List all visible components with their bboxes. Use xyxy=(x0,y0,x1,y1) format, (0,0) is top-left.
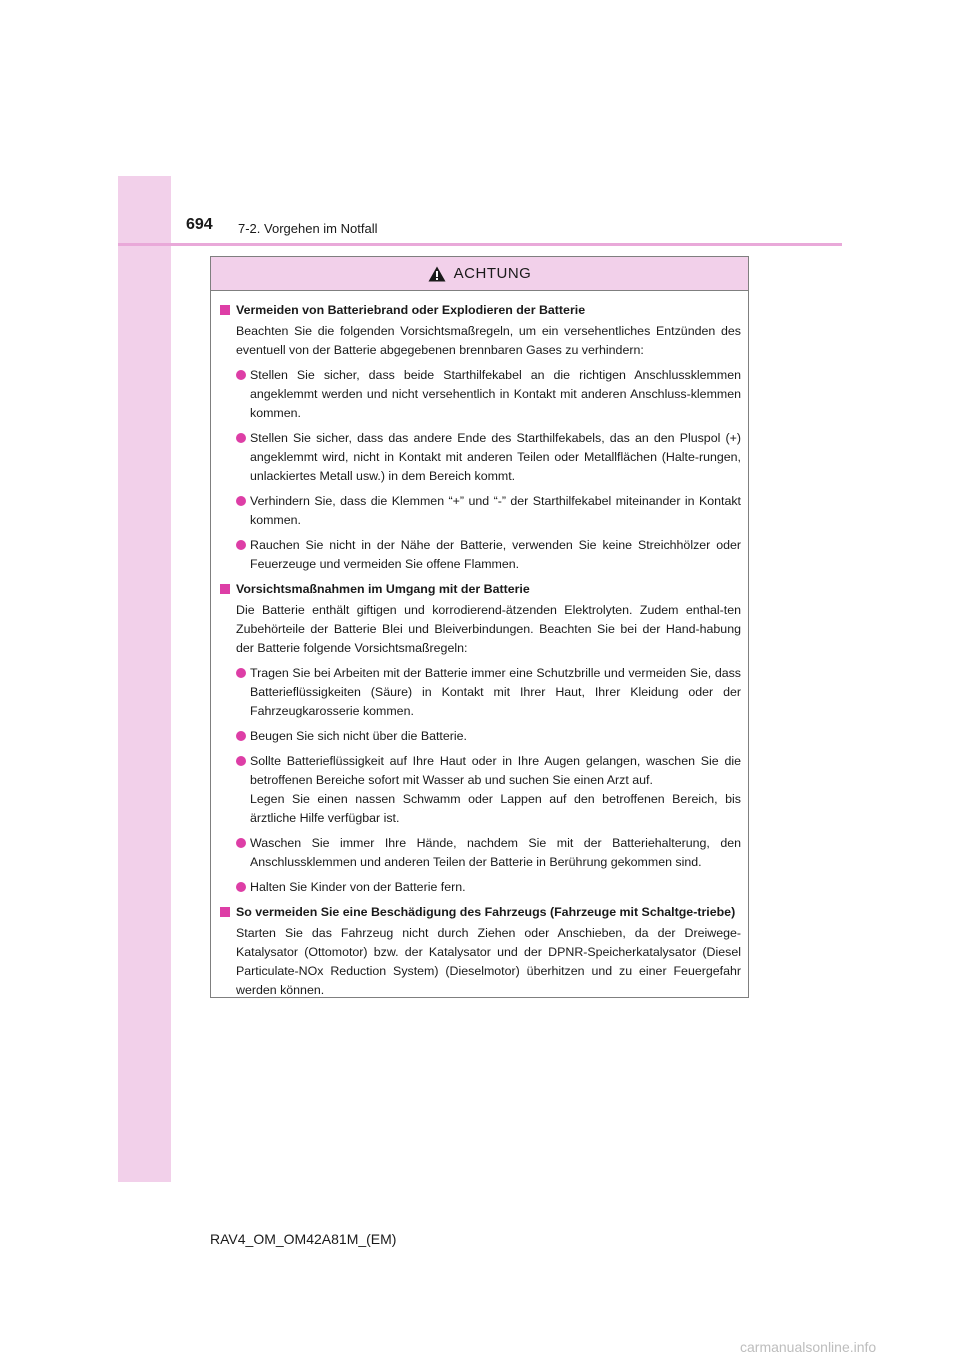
round-bullet-icon xyxy=(236,756,246,766)
round-bullet-icon xyxy=(236,540,246,550)
side-color-band xyxy=(118,176,171,1182)
list-item: Rauchen Sie nicht in der Nähe der Batterie, verwenden Sie keine Streichhölzer oder Feuerzeuge und vermeiden Sie offene Flammen. xyxy=(236,536,741,574)
list-item: Beugen Sie sich nicht über die Batterie. xyxy=(236,727,741,746)
section-text: Die Batterie enthält giftigen und korrodierend-ätzenden Elektrolyten. Zudem enthal-ten Zubehörteile der Batterie Blei und Bleiverbindungen. Beachten Sie bei der Hand-habung der Batterie folgende Vorsichtsmaßregeln: xyxy=(236,603,741,655)
section-heading: Vorsichtsmaßnahmen im Umgang mit der Batterie xyxy=(236,582,530,596)
bullet-list xyxy=(236,366,741,574)
warning-title: ACHTUNG xyxy=(453,265,532,282)
list-item: Waschen Sie immer Ihre Hände, nachdem Sie mit der Batteriehalterung, den Anschlussklemmen und anderen Teilen der Batterie in Berührung gekommen sind. xyxy=(236,834,741,872)
section-battery-handling xyxy=(219,580,741,897)
list-item: Stellen Sie sicher, dass das andere Ende des Starthilfekabels, das an den Pluspol (+) angeklemmt wird, nicht in Kontakt mit anderen Teilen oder Metallflächen (Halte-rungen, unlackiertes Metall usw.) in dem Bereich kommt. xyxy=(236,429,741,486)
list-item-extra: Legen Sie einen nassen Schwamm oder Lappen auf den betroffenen Bereich, bis ärztliche Hilfe verfügbar ist. xyxy=(250,792,741,825)
round-bullet-icon xyxy=(236,668,246,678)
section-heading: So vermeiden Sie eine Beschädigung des Fahrzeugs (Fahrzeuge mit Schaltge-triebe) xyxy=(236,905,736,919)
round-bullet-icon xyxy=(236,838,246,848)
bullet-list xyxy=(236,664,741,897)
warning-box xyxy=(210,256,749,998)
list-item: Stellen Sie sicher, dass beide Starthilfekabel an die richtigen Anschlussklemmen angeklemmt werden und nicht versehentlich in Kontakt mit anderen Anschluss-klemmen kommen. xyxy=(236,366,741,423)
section-heading: Vermeiden von Batteriebrand oder Explodieren der Batterie xyxy=(236,303,586,317)
section-text: Starten Sie das Fahrzeug nicht durch Ziehen oder Anschieben, da der Dreiwege-Katalysator (Ottomotor) bzw. der Katalysator und der DPNR-Speicherkatalysator (Diesel Particulate-NOx Reduction System) (Dieselmotor) überhitzen und zu einer Feuergefahr werden können. xyxy=(236,926,741,997)
round-bullet-icon xyxy=(236,731,246,741)
section-battery-fire xyxy=(219,301,741,574)
square-bullet-icon xyxy=(220,907,230,917)
round-bullet-icon xyxy=(236,433,246,443)
list-item: Halten Sie Kinder von der Batterie fern. xyxy=(236,878,741,897)
watermark: carmanualsonline.info xyxy=(740,1339,877,1355)
round-bullet-icon xyxy=(236,496,246,506)
round-bullet-icon xyxy=(236,370,246,380)
warning-body xyxy=(211,291,748,1000)
section-text: Beachten Sie die folgenden Vorsichtsmaßregeln, um ein versehentliches Entzünden des eventuell von der Batterie abgegebenen brennbaren Gases zu verhindern: xyxy=(236,324,741,357)
round-bullet-icon xyxy=(236,882,246,892)
header-color-band xyxy=(118,176,842,245)
list-item: Verhindern Sie, dass die Klemmen “+” und “-” der Starthilfekabel miteinander in Kontakt kommen. xyxy=(236,492,741,530)
square-bullet-icon xyxy=(220,584,230,594)
section-title: 7-2. Vorgehen im Notfall xyxy=(238,221,378,236)
section-vehicle-damage xyxy=(219,903,741,1000)
square-bullet-icon xyxy=(220,305,230,315)
warning-header xyxy=(211,257,748,291)
list-item: Tragen Sie bei Arbeiten mit der Batterie immer eine Schutzbrille und vermeiden Sie, dass Batterieflüssigkeiten (Säure) in Kontakt mit Ihrer Haut, Ihrer Kleidung oder der Fahrzeugkarosserie kommen. xyxy=(236,664,741,721)
warning-triangle-icon xyxy=(428,266,446,282)
page-number: 694 xyxy=(186,216,213,233)
document-code: RAV4_OM_OM42A81M_(EM) xyxy=(210,1231,397,1247)
list-item: Sollte Batterieflüssigkeit auf Ihre Haut oder in Ihre Augen gelangen, waschen Sie die betroffenen Bereiche sofort mit Wasser ab und suchen Sie einen Arzt auf. Legen Sie einen nassen Schwamm oder Lappen auf den betroffenen Bereich, bis ärztliche Hilfe verfügbar ist. xyxy=(236,752,741,828)
header-rule xyxy=(118,243,842,246)
